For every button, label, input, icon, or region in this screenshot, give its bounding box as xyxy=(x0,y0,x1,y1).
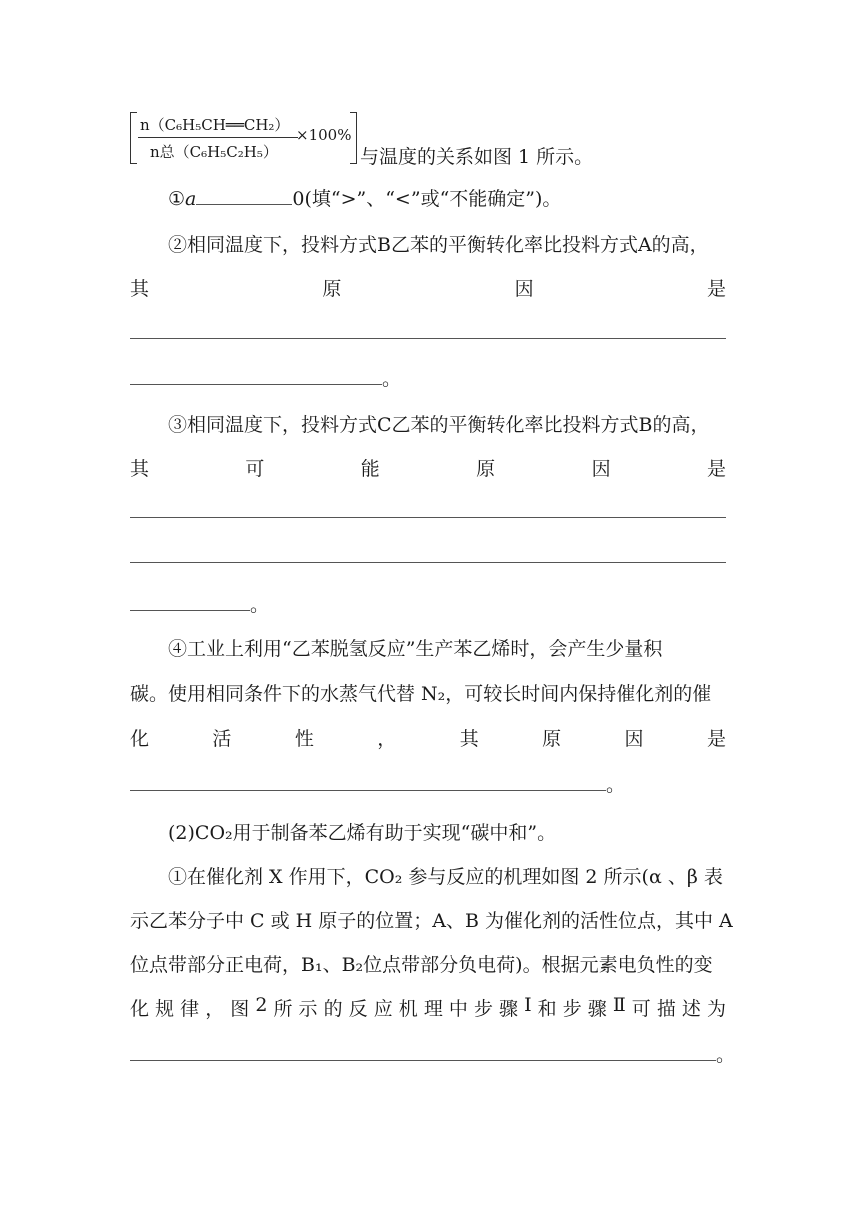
justified-word: 描 xyxy=(656,998,676,1020)
justified-word: 所 xyxy=(273,998,293,1020)
q4-end-mark: 。 xyxy=(606,774,626,796)
question-1 xyxy=(168,184,561,211)
part-2-heading: (2)CO₂用于制备苯乙烯有助于实现“碳中和”。 xyxy=(168,822,557,844)
justified-word: 骤 xyxy=(587,998,607,1020)
justified-word: 中 xyxy=(448,998,468,1020)
justified-word: 能 xyxy=(360,458,380,480)
q1-answer-blank[interactable] xyxy=(196,203,292,205)
justified-word: 2 xyxy=(255,994,268,1016)
justified-word: 原 xyxy=(476,458,496,480)
justified-word: 图 xyxy=(230,998,250,1020)
formula-numerator: n（C₆H₅CH══CH₂） xyxy=(140,116,290,134)
q3-answer-tail xyxy=(130,590,269,617)
justified-word: 化 xyxy=(130,998,150,1020)
justified-word: 是 xyxy=(706,278,726,300)
justified-word: 活 xyxy=(212,728,232,750)
left-bracket xyxy=(130,112,137,164)
justified-word: 规 xyxy=(155,998,175,1020)
justified-word: 其 xyxy=(459,728,479,750)
q2-answer-blank-2[interactable] xyxy=(130,383,382,385)
justified-word: 原 xyxy=(322,278,342,300)
question-4-line-1: ④工业上利用“乙苯脱氢反应”生产苯乙烯时，会产生少量积 xyxy=(168,638,663,660)
formula-caption: 与温度的关系如图 1 所示。 xyxy=(360,146,594,168)
justified-word: 机 xyxy=(398,998,418,1020)
q2-answer-tail xyxy=(130,364,401,391)
formula-multiplier: ×100% xyxy=(296,126,352,144)
q1-suffix: 0(填“>”、“<”或“不能确定”)。 xyxy=(292,188,562,210)
justified-word: ， xyxy=(377,728,397,750)
justified-word: 步 xyxy=(473,998,493,1020)
q2-answer-blank-1[interactable] xyxy=(130,338,726,339)
justified-word: 为 xyxy=(706,998,726,1020)
justified-word: Ⅰ xyxy=(524,994,532,1016)
formula-denominator: n总（C₆H₅C₂H₅） xyxy=(150,143,278,161)
part-2-1-line-2: 示乙苯分子中 C 或 H 原子的位置；A、B 为催化剂的活性位点，其中 A xyxy=(130,910,733,932)
justified-word: 示 xyxy=(298,998,318,1020)
q3-answer-blank-1[interactable] xyxy=(130,517,726,518)
justified-word: 因 xyxy=(591,458,611,480)
q2-justified-line xyxy=(130,274,726,301)
justified-word: 因 xyxy=(624,728,644,750)
justified-word: 因 xyxy=(514,278,534,300)
justified-word: 的 xyxy=(323,998,343,1020)
justified-word: 性 xyxy=(294,728,314,750)
ratio-formula xyxy=(130,112,358,162)
fraction-bar xyxy=(138,137,298,138)
part-2-1-line-3: 位点带部分正电荷，B₁、B₂位点带部分负电荷)。根据元素电负性的变 xyxy=(130,954,713,976)
justified-word: 是 xyxy=(706,728,726,750)
justified-word: 和 xyxy=(537,998,557,1020)
question-2: ②相同温度下，投料方式B乙苯的平衡转化率比投料方式A的高， xyxy=(168,234,709,256)
justified-word: 化 xyxy=(130,728,150,750)
part-2-end-mark: 。 xyxy=(716,1044,736,1066)
justified-word: 应 xyxy=(373,998,393,1020)
justified-word: 步 xyxy=(562,998,582,1020)
part-2-answer-blank[interactable] xyxy=(130,1059,716,1061)
q3-end-mark: 。 xyxy=(250,594,270,616)
justified-word: Ⅱ xyxy=(612,994,626,1016)
justified-word: 律 xyxy=(180,998,200,1020)
question-4-line-2: 碳。使用相同条件下的水蒸气代替 N₂，可较长时间内保持催化剂的催 xyxy=(130,683,712,705)
part-2-1-justified-line xyxy=(130,994,726,1021)
q1-prefix: ① xyxy=(168,188,186,210)
q4-answer-blank[interactable] xyxy=(130,789,606,791)
justified-word: 可 xyxy=(245,458,265,480)
justified-word: 其 xyxy=(130,278,150,300)
part-2-answer-tail xyxy=(130,1040,735,1067)
justified-word: 反 xyxy=(348,998,368,1020)
q3-answer-blank-2[interactable] xyxy=(130,562,726,563)
question-3: ③相同温度下，投料方式C乙苯的平衡转化率比投料方式B的高， xyxy=(168,414,710,436)
part-2-1-line-1: ①在催化剂 X 作用下，CO₂ 参与反应的机理如图 2 所示(α 、β 表 xyxy=(168,866,723,888)
justified-word: 是 xyxy=(706,458,726,480)
q4-answer-tail xyxy=(130,770,625,797)
justified-word: 理 xyxy=(423,998,443,1020)
justified-word: 原 xyxy=(542,728,562,750)
justified-word: 可 xyxy=(631,998,651,1020)
justified-word: ， xyxy=(205,998,225,1020)
q3-answer-blank-3[interactable] xyxy=(130,609,250,611)
justified-word: 其 xyxy=(130,458,150,480)
justified-word: 述 xyxy=(681,998,701,1020)
right-bracket xyxy=(350,112,357,164)
q1-variable: a xyxy=(185,188,197,210)
q2-end-mark: 。 xyxy=(382,368,402,390)
q3-justified-line xyxy=(130,454,726,481)
justified-word: 骤 xyxy=(499,998,519,1020)
q4-justified-line xyxy=(130,724,726,751)
